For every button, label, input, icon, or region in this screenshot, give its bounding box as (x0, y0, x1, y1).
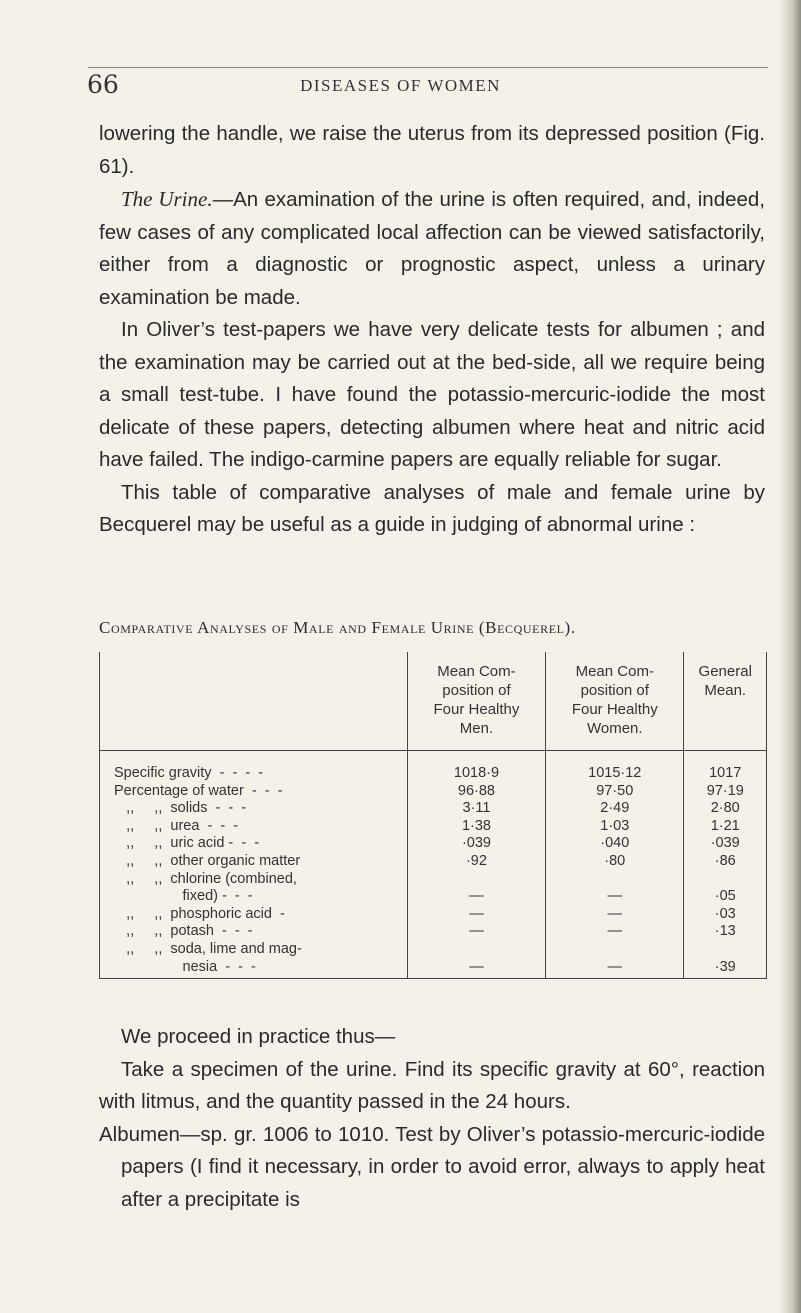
row-label: ,, ,, potash - - - (100, 923, 408, 941)
value-women: 1015·12 (546, 751, 684, 783)
page-edge-shadow (779, 0, 801, 1313)
header-rule (88, 67, 768, 68)
value-general-mean: ·39 (684, 941, 767, 979)
value-men: — (407, 906, 545, 924)
paragraph-5: We proceed in practice thus— (121, 1025, 396, 1048)
table-body (100, 751, 767, 979)
paragraph-7: Albumen—sp. gr. 1006 to 1010. Test by Oliver’s potassio-mercuric-iodide papers (I find it necessary, in order to avoid error, always to apply heat after a precipitate is (99, 1122, 765, 1211)
page-number: 66 (87, 70, 119, 99)
paragraph-2 (99, 183, 765, 314)
value-women: 1·03 (546, 818, 684, 836)
value-general-mean: ·039 (684, 835, 767, 853)
table-header-row (100, 652, 767, 751)
value-women: 97·50 (546, 783, 684, 801)
table-row (100, 941, 767, 979)
table-row (100, 818, 767, 836)
table-row (100, 835, 767, 853)
table-row (100, 853, 767, 871)
value-men: ·92 (407, 853, 545, 871)
value-general-mean: ·03 (684, 906, 767, 924)
value-men: 3·11 (407, 800, 545, 818)
urine-analyses-table (99, 652, 767, 979)
value-general-mean: 97·19 (684, 783, 767, 801)
value-general-mean: 1017 (684, 751, 767, 783)
column-header-men: Mean Com- position of Four Healthy Men. (407, 652, 545, 751)
value-women: 2·49 (546, 800, 684, 818)
table-row (100, 871, 767, 906)
row-label: ,, ,, soda, lime and mag- nesia - - - (100, 941, 408, 979)
value-general-mean: 1·21 (684, 818, 767, 836)
paragraph-1: lowering the handle, we raise the uterus from its depressed position (Fig. 61). (99, 122, 765, 178)
value-men: ·039 (407, 835, 545, 853)
table-row (100, 800, 767, 818)
value-women: — (546, 923, 684, 941)
value-general-mean: ·13 (684, 923, 767, 941)
table-caption: Comparative Analyses of Male and Female Urine (Becquerel). (99, 618, 576, 637)
table-row (100, 783, 767, 801)
table-row (100, 906, 767, 924)
body-text (99, 118, 765, 542)
row-label: ,, ,, solids - - - (100, 800, 408, 818)
row-label: ,, ,, uric acid - - - (100, 835, 408, 853)
value-men: — (407, 923, 545, 941)
column-header-empty (100, 652, 408, 751)
body-text-after-table (99, 1021, 765, 1216)
value-women: — (546, 906, 684, 924)
value-women: ·040 (546, 835, 684, 853)
paragraph-6: Take a specimen of the urine. Find its specific gravity at 60°, reaction with litmus, and the quantity passed in the 24 hours. (99, 1057, 765, 1113)
value-general-mean: 2·80 (684, 800, 767, 818)
paragraph-2-text: —An examination of the urine is often required, and, indeed, few cases of any complicated local affection can be viewed satisfactorily, either from a diagnostic or prognostic aspect, unless a urinary examination be made. (99, 188, 765, 309)
row-label: ,, ,, urea - - - (100, 818, 408, 836)
row-label: ,, ,, phosphoric acid - (100, 906, 408, 924)
column-header-women: Mean Com- position of Four Healthy Women. (546, 652, 684, 751)
value-women: — (546, 941, 684, 979)
value-general-mean: ·05 (684, 871, 767, 906)
row-label: ,, ,, chlorine (combined, fixed) - - - (100, 871, 408, 906)
row-label: Percentage of water - - - (100, 783, 408, 801)
value-men: — (407, 941, 545, 979)
section-title-urine: The Urine. (121, 187, 213, 211)
paragraph-3: In Oliver’s test-papers we have very delicate tests for albumen ; and the examination may be carried out at the bed-side, all we require being a small test-tube. I have found the potassio-mercuric-iodide the most delicate of these papers, detecting albumen where heat and nitric acid have failed. The indigo-carmine papers are equally reliable for sugar. (99, 318, 765, 471)
value-men: 96·88 (407, 783, 545, 801)
row-label: Specific gravity - - - - (100, 751, 408, 783)
table-row (100, 751, 767, 783)
value-women: ·80 (546, 853, 684, 871)
value-women: — (546, 871, 684, 906)
row-label: ,, ,, other organic matter (100, 853, 408, 871)
value-men: — (407, 871, 545, 906)
value-general-mean: ·86 (684, 853, 767, 871)
running-head: DISEASES OF WOMEN (300, 76, 501, 95)
column-header-general-mean: General Mean. (684, 652, 767, 751)
value-men: 1018·9 (407, 751, 545, 783)
value-men: 1·38 (407, 818, 545, 836)
table-row (100, 923, 767, 941)
paragraph-4: This table of comparative analyses of male and female urine by Becquerel may be useful as a guide in judging of abnormal urine : (99, 480, 765, 536)
